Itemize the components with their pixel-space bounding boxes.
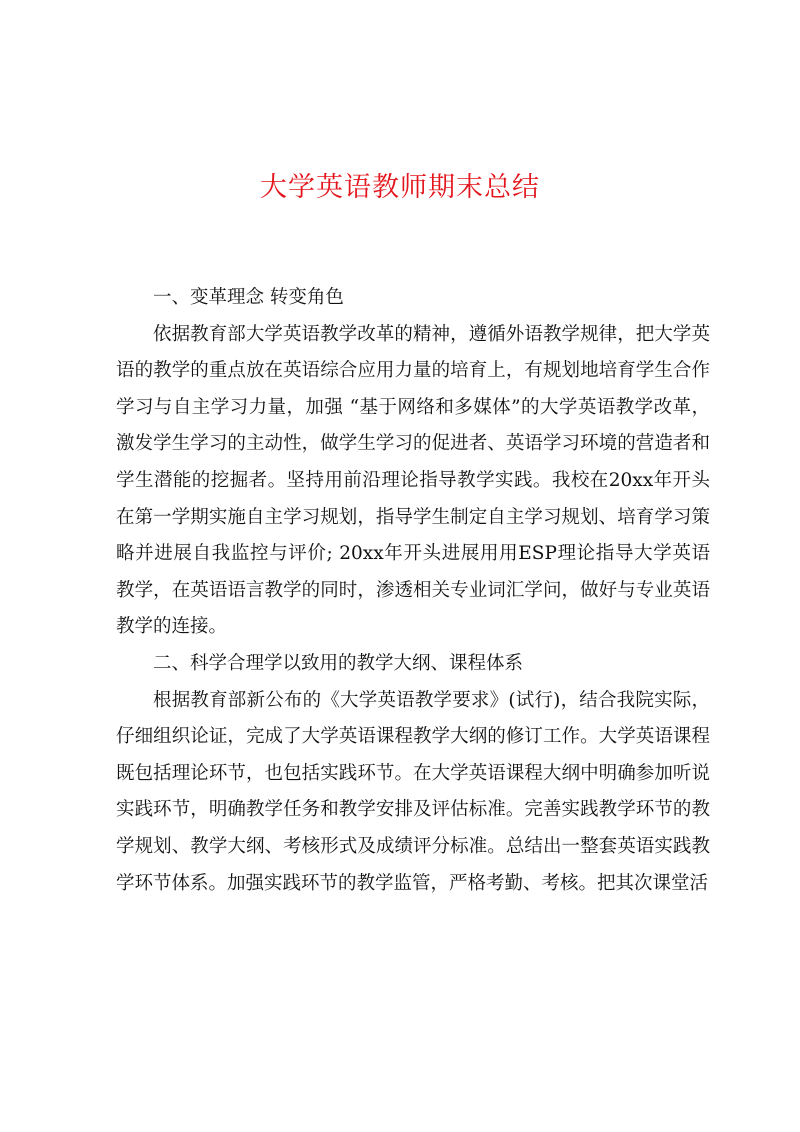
section-heading-2: 二、科学合理学以致用的教学大纲、课程体系	[153, 652, 524, 674]
section-heading-1: 一、变革理念 转变角色	[153, 287, 344, 308]
document-title: 大学英语教师期末总结	[260, 172, 540, 203]
paragraph-1: 依据教育部大学英语教学改革的精神，遵循外语教学规律，把大学英语的教学的重点放在英语综合应用力量的培育上，有规划地培育学生合作学习与自主学习力量，加强 “基于网络和多媒体”的大学英语教学改革，激发学生学习的主动性，做学生学习的促进者、英语学习环境的营造者和学生潜能的挖掘者。坚持用前沿理论指导教学实践。我校在20xx年开头在第一学期实施自主学习规划，指导学生制定自主学习规划、培育学习策略并进展自我监控与评价; 20xx年开头进展用用ESP理论指导大学英语教学，在英语语言教学的同时，渗透相关专业词汇学问，做好与专业英语教学的连接。	[116, 323, 710, 638]
document-body	[116, 280, 710, 902]
paragraph-2: 根据教育部新公布的《大学英语教学要求》(试行)，结合我院实际，仔细组织论证，完成了大学英语课程教学大纲的修订工作。大学英语课程既包括理论环节，也包括实践环节。在大学英语课程大纲中明确参加听说实践环节，明确教学任务和教学安排及评估标准。完善实践教学环节的教学规划、教学大纲、考核形式及成绩评分标准。总结出一整套英语实践教学环节体系。加强实践环节的教学监管，严格考勤、考核。把其次课堂活	[116, 689, 710, 894]
